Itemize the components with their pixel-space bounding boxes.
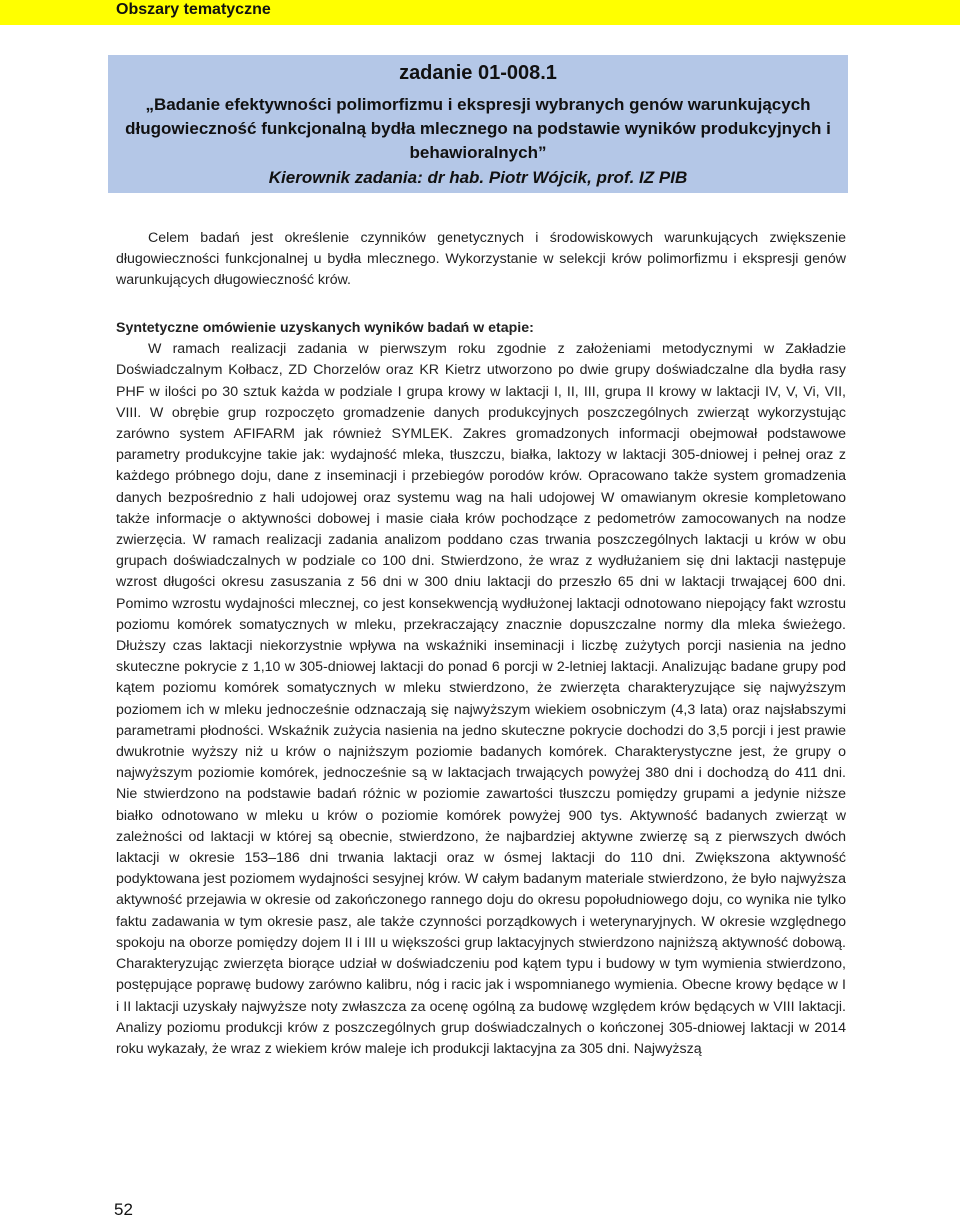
results-heading: Syntetyczne omówienie uzyskanych wyników badań w etapie: — [116, 320, 534, 336]
task-title: „Badanie efektywności polimorfizmu i ekspresji wybranych genów warunkujących długowieczność funkcjonalną bydła mlecznego na podstawie wyników produkcyjnych i behawioralnych” — [125, 95, 831, 162]
section-header-bar — [0, 0, 960, 25]
section-title: Obszary tematyczne — [116, 1, 271, 18]
task-header-box — [108, 55, 848, 193]
goal-paragraph: Celem badań jest określenie czynników genetycznych i środowiskowych warunkujących zwiększenie długowieczności funkcjonalnej u bydła mlecznego. Wykorzystanie w selekcji krów polimorfizmu i ekspresji genów warunkujących długowieczność krów. — [116, 230, 846, 289]
task-leader: Kierownik zadania: dr hab. Piotr Wójcik, prof. IZ PIB — [268, 168, 688, 187]
results-paragraph: W ramach realizacji zadania w pierwszym roku zgodnie z założeniami metodycznymi w Zakładzie Doświadczalnym Kołbacz, ZD Chorzelów oraz KR Kietrz utworzono po dwie grupy doświadczalne dla bydła rasy PHF w ilości po 30 sztuk każda w podziale I grupa krowy w laktacji I, II, III, grupa II krowy w laktacji IV, V, Vi, VII, VIII. W obrębie grup rozpoczęto gromadzenie danych produkcyjnych poszczególnych zwierząt wykorzystując zarówno system AFIFARM jak również SYMLEK. Zakres gromadzonych informacji obejmował podstawowe parametry produkcyjne takie jak: wydajność mleka, tłuszczu, białka, laktozy w laktacji 305-dniowej i pełnej oraz z każdego próbnego doju, dane z inseminacji i przebiegów porodów krów. Opracowano także system gromadzenia danych bezpośrednio z hali udojowej oraz systemu wag na hali udojowej W omawianym okresie kompletowano także informacje o aktywności dobowej i masie ciała krów pochodzące z pedometrów zamocowanych na nodze zwierzęcia. W ramach realizacji zadania analizom poddano czas trwania poszczególnych laktacji u krów w obu grupach doświadczalnych w podziale co 100 dni. Stwierdzono, że wraz z wydłużaniem się dni laktacji następuje wzrost długości okresu zasuszania z 56 dni w 300 dniu laktacji do przeszło 65 dni w laktacji trwającej 600 dni. Pomimo wzrostu wydajności mlecznej, co jest konsekwencją wydłużonej laktacji odnotowano niepojący fakt wzrostu poziomu komórek somatycznych w mleku, przekraczający znacznie dopuszczalne normy dla mleka świeżego. Dłuższy czas laktacji niekorzystnie wpływa na wskaźniki inseminacji i liczbę zużytych porcji nasienia na jedno skuteczne pokrycie z 1,10 w 305-dniowej laktacji do ponad 6 porcji w 2-letniej laktacji. Analizując badane grupy pod kątem poziomu komórek somatycznych w mleku stwierdzono, że zwierzęta charakteryzujące się najwyższym poziomem ich w mleku jednocześnie odznaczają się najwyższym wiekiem osobniczym (4,3 lata) oraz najsłabszymi parametrami płodności. Wskaźnik zużycia nasienia na jedno skuteczne pokrycie dochodzi do 3,5 porcji i jest prawie dwukrotnie wyższy niż u krów o najniższym poziomie badanych komórek. Charakterystyczne jest, że grupy o najwyższym poziomie komórek, jednocześnie są w laktacjach trwających powyżej 380 dni i dochodzą do 411 dni. Nie stwierdzono na podstawie badań różnic w poziomie zawartości tłuszczu pomiędzy grupami a jedynie niższe białko odnotowano w mleku u krów o poziomie komórek powyżej 900 tys. Aktywność badanych zwierząt w zależności od laktacji w której są obecnie, stwierdzono, że najbardziej aktywne zwierzę są z pierwszych dwóch laktacji w okresie 153–186 dni trwania laktacji oraz w ósmej laktacji do 110 dni. Zwiększona aktywność podyktowana jest poziomem wydajności sesyjnej krów. W całym badanym materiale stwierdzono, że było najwyższa aktywność przejawia w okresie od zakończonego rannego doju do okresu popołudniowego doju, co wynika nie tylko faktu zadawania w tym okresie pasz, ale także czynności porządkowych i weterynaryjnych. W okresie względnego spokoju na oborze pomiędzy dojem II i III u większości grup laktacyjnych stwierdzono najniższą aktywność dobową. Charakteryzując zwierzęta biorące udział w doświadczeniu pod kątem typu i budowy w tym wymienia stwierdzono, postępujące poprawę budowy zarówno kalibru, nóg i racic jak i wspomnianego wymienia. Obecne krowy będące w I i II laktacji uzyskały najwyższe noty zwłaszcza za ocenę ogólną za budowę względem krów będących w VIII laktacji. Analizy poziomu produkcji krów z poszczególnych grup doświadczalnych o kończonej 305-dniowej laktacji w 2014 roku wykazały, że wraz z wiekiem krów maleje ich produkcji laktacyjna za 305 dni. Najwyższą — [116, 341, 846, 1057]
page-number: 52 — [114, 1200, 133, 1219]
task-code: zadanie 01-008.1 — [399, 62, 557, 84]
results-section — [116, 318, 846, 1060]
